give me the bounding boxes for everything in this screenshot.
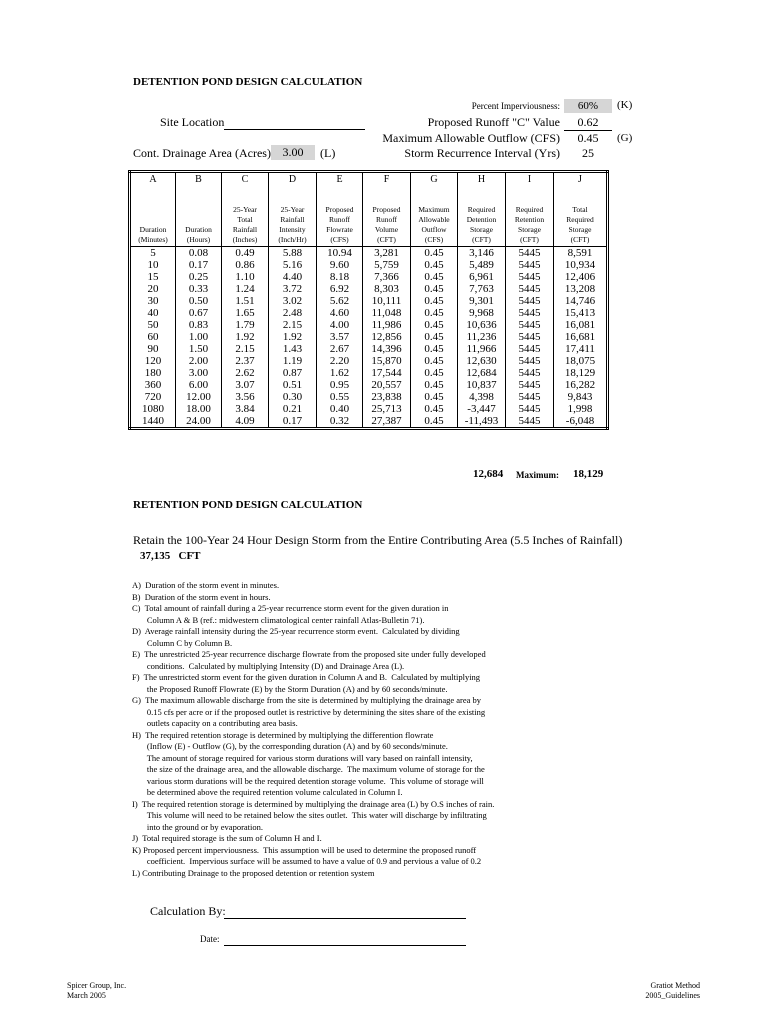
- table-cell: 120: [130, 355, 176, 367]
- table-cell: 4.40: [269, 271, 317, 283]
- table-cell: 5445: [506, 307, 554, 319]
- column-header-line: (CFS): [424, 235, 444, 244]
- table-cell: 0.17: [269, 415, 317, 429]
- column-header-line: (CFT): [520, 235, 539, 244]
- table-row: [130, 247, 608, 260]
- column-letter: B: [176, 172, 222, 188]
- drainage-area-value: 3.00: [271, 145, 315, 160]
- table-cell: 1.51: [222, 295, 269, 307]
- table-cell: 17,544: [363, 367, 411, 379]
- table-cell: 0.40: [317, 403, 363, 415]
- table-cell: 5445: [506, 271, 554, 283]
- note-line: Column C by Column B.: [132, 637, 233, 648]
- table-cell: -6,048: [554, 415, 608, 429]
- table-cell: 3.00: [176, 367, 222, 379]
- table-cell: 0.45: [411, 295, 458, 307]
- column-letter: E: [317, 172, 363, 188]
- table-cell: 0.95: [317, 379, 363, 391]
- column-header-line: (Minutes): [138, 235, 168, 244]
- column-header-line: Runoff: [375, 215, 398, 224]
- table-cell: 360: [130, 379, 176, 391]
- note-line: Column A & B (ref.: midwestern climatological center rainfall Atlas-Bulletin 71).: [132, 614, 425, 625]
- table-cell: 0.83: [176, 319, 222, 331]
- table-cell: 11,986: [363, 319, 411, 331]
- detention-data-table: [128, 170, 609, 430]
- table-cell: 0.45: [411, 319, 458, 331]
- column-header-line: Storage: [568, 225, 592, 234]
- column-header-line: Total: [237, 215, 253, 224]
- table-row: [130, 343, 608, 355]
- column-header-line: 25-Year: [233, 205, 257, 214]
- storm-interval-value: 25: [582, 146, 594, 160]
- table-row: [130, 271, 608, 283]
- column-header: [363, 187, 411, 247]
- table-cell: 1080: [130, 403, 176, 415]
- table-cell: 13,208: [554, 283, 608, 295]
- column-letter: I: [506, 172, 554, 188]
- table-cell: 3.57: [317, 331, 363, 343]
- table-cell: 2.00: [176, 355, 222, 367]
- column-header-line: Total: [572, 205, 588, 214]
- table-cell: 0.30: [269, 391, 317, 403]
- maximum-label: Maximum:: [516, 470, 559, 480]
- table-row: [130, 283, 608, 295]
- table-cell: 5445: [506, 367, 554, 379]
- table-cell: 0.21: [269, 403, 317, 415]
- retention-title: RETENTION POND DESIGN CALCULATION: [133, 499, 363, 511]
- table-cell: 24.00: [176, 415, 222, 429]
- table-cell: 9.60: [317, 259, 363, 271]
- column-header-line: (CFT): [472, 235, 491, 244]
- column-letters-row: [130, 172, 608, 188]
- table-cell: 6,961: [458, 271, 506, 283]
- column-header-line: Required: [467, 205, 496, 214]
- column-header-line: Storage: [470, 225, 493, 234]
- footer-method: Gratiot Method: [650, 981, 700, 990]
- table-cell: 18,075: [554, 355, 608, 367]
- table-cell: 27,387: [363, 415, 411, 429]
- table-cell: 5: [130, 247, 176, 260]
- note-line: D) Average rainfall intensity during the 25-year recurrence storm event. Calculated by dividing: [132, 626, 460, 636]
- column-header: [269, 187, 317, 247]
- table-cell: 0.45: [411, 259, 458, 271]
- table-cell: 18.00: [176, 403, 222, 415]
- table-cell: 12,684: [458, 367, 506, 379]
- table-cell: 10,934: [554, 259, 608, 271]
- max-outflow-tag: (G): [617, 132, 633, 144]
- table-cell: 5445: [506, 343, 554, 355]
- table-cell: 20,557: [363, 379, 411, 391]
- table-cell: 1.10: [222, 271, 269, 283]
- note-line: The amount of storage required for various storm durations will vary based on rainfall intensity,: [132, 752, 473, 763]
- table-cell: 20: [130, 283, 176, 295]
- table-cell: 2.67: [317, 343, 363, 355]
- table-cell: 11,048: [363, 307, 411, 319]
- table-cell: 5,489: [458, 259, 506, 271]
- table-cell: -11,493: [458, 415, 506, 429]
- detention-title: DETENTION POND DESIGN CALCULATION: [133, 76, 363, 88]
- footer-guidelines: 2005_Guidelines: [645, 991, 700, 1000]
- note-line: E) The unrestricted 25-year recurrence discharge flowrate from the proposed site under fully developed: [132, 649, 486, 659]
- column-header-line: Outflow: [421, 225, 447, 234]
- column-header-line: Flowrate: [326, 225, 353, 234]
- table-cell: 50: [130, 319, 176, 331]
- table-cell: 1.92: [222, 331, 269, 343]
- note-line: various storm durations will be the required detention storage volume. This volume of storage will: [132, 775, 484, 786]
- table-cell: 0.45: [411, 403, 458, 415]
- note-line: A) Duration of the storm event in minutes.: [132, 580, 280, 590]
- column-letter: H: [458, 172, 506, 188]
- table-cell: 5445: [506, 379, 554, 391]
- table-cell: 0.45: [411, 247, 458, 260]
- table-cell: 5,759: [363, 259, 411, 271]
- table-cell: 1.79: [222, 319, 269, 331]
- table-cell: 5445: [506, 331, 554, 343]
- table-cell: 6.00: [176, 379, 222, 391]
- table-cell: 9,843: [554, 391, 608, 403]
- column-header-line: (CFT): [570, 235, 590, 244]
- table-row: [130, 415, 608, 429]
- table-cell: 180: [130, 367, 176, 379]
- table-cell: 720: [130, 391, 176, 403]
- note-line: into the ground or by evaporation.: [132, 821, 264, 832]
- table-cell: 12.00: [176, 391, 222, 403]
- column-header-line: (Inch/Hr): [278, 235, 307, 244]
- table-cell: 2.48: [269, 307, 317, 319]
- site-location-label: Site Location: [160, 115, 225, 129]
- column-header-line: Duration: [185, 225, 212, 234]
- column-header-line: Storage: [518, 225, 541, 234]
- table-cell: 90: [130, 343, 176, 355]
- table-cell: 0.45: [411, 379, 458, 391]
- table-cell: 16,282: [554, 379, 608, 391]
- note-line: C) Total amount of rainfall during a 25-year recurrence storm event for the given duration in: [132, 603, 449, 613]
- note-line: K) Proposed percent imperviousness. This assumption will be used to determine the proposed runoff: [132, 844, 477, 855]
- table-cell: 1.62: [317, 367, 363, 379]
- table-cell: 15,413: [554, 307, 608, 319]
- table-row: [130, 379, 608, 391]
- note-line: L) Contributing Drainage to the proposed detention or retention system: [132, 867, 375, 878]
- drainage-area-label: Cont. Drainage Area (Acres): [133, 146, 271, 160]
- table-cell: 12,630: [458, 355, 506, 367]
- notes-block: [132, 580, 602, 879]
- max-outflow-value: 0.45: [577, 131, 599, 145]
- column-header-line: Duration: [139, 225, 167, 234]
- note-line: the Proposed Runoff Flowrate (E) by the Storm Duration (A) and by 60 seconds/minute.: [132, 683, 448, 694]
- table-cell: 5445: [506, 259, 554, 271]
- column-header: [458, 187, 506, 247]
- percent-imperviousness-label: Percent Imperviousness:: [471, 101, 560, 111]
- table-cell: 5445: [506, 403, 554, 415]
- table-cell: 11,966: [458, 343, 506, 355]
- note-line: the size of the drainage area, and the allowable discharge. The maximum volume of storage for the: [132, 764, 485, 774]
- column-header: [506, 187, 554, 247]
- percent-imperviousness-tag: (K): [617, 99, 633, 111]
- table-cell: 0.45: [411, 283, 458, 295]
- note-line: (Inflow (E) - Outflow (G), by the corresponding duration (A) and by 60 seconds/minute.: [132, 741, 448, 751]
- table-row: [130, 259, 608, 271]
- table-cell: 8,303: [363, 283, 411, 295]
- table-cell: 9,301: [458, 295, 506, 307]
- table-cell: 0.32: [317, 415, 363, 429]
- table-cell: 2.15: [222, 343, 269, 355]
- table-cell: 0.45: [411, 367, 458, 379]
- table-cell: 2.62: [222, 367, 269, 379]
- table-cell: 0.45: [411, 271, 458, 283]
- column-header-row: [130, 187, 608, 247]
- table-row: [130, 319, 608, 331]
- table-cell: 15,870: [363, 355, 411, 367]
- table-cell: 23,838: [363, 391, 411, 403]
- table-cell: 40: [130, 307, 176, 319]
- note-line: 0.15 cfs per acre or if the proposed outlet is restrictive by determining the sites share of the existing: [132, 706, 486, 717]
- table-cell: 0.25: [176, 271, 222, 283]
- column-letter: C: [222, 172, 269, 188]
- column-header-line: Proposed: [372, 205, 401, 214]
- column-header-line: Runoff: [328, 215, 351, 224]
- runoff-c-label: Proposed Runoff "C" Value: [427, 115, 560, 129]
- note-line: conditions. Calculated by multiplying Intensity (D) and Drainage Area (L).: [132, 660, 405, 671]
- calculation-by-line: [224, 918, 466, 919]
- table-cell: 6.92: [317, 283, 363, 295]
- percent-imperviousness-value: 60%: [564, 99, 612, 113]
- table-cell: 0.45: [411, 331, 458, 343]
- note-line: F) The unrestricted storm event for the given duration in Column A and B. Calculated by multiplying: [132, 672, 481, 682]
- table-row: [130, 295, 608, 307]
- note-line: J) Total required storage is the sum of Column H and I.: [132, 833, 322, 843]
- column-letter: F: [363, 172, 411, 188]
- calculation-by-label: Calculation By:: [150, 904, 226, 918]
- table-row: [130, 355, 608, 367]
- table-cell: 17,411: [554, 343, 608, 355]
- table-cell: 1.65: [222, 307, 269, 319]
- table-cell: 0.08: [176, 247, 222, 260]
- table-cell: 7,763: [458, 283, 506, 295]
- column-header: [176, 187, 222, 247]
- column-header-line: Detention: [466, 215, 497, 224]
- table-cell: 4.00: [317, 319, 363, 331]
- table-cell: 10,837: [458, 379, 506, 391]
- table-cell: 16,081: [554, 319, 608, 331]
- table-cell: 14,396: [363, 343, 411, 355]
- table-cell: 3.07: [222, 379, 269, 391]
- column-header-line: Maximum: [418, 205, 450, 214]
- table-cell: 10.94: [317, 247, 363, 260]
- maximum-value: 18,129: [573, 468, 604, 480]
- table-cell: 14,746: [554, 295, 608, 307]
- note-line: outlets capacity on a contributing area basis.: [132, 718, 298, 728]
- table-cell: 4,398: [458, 391, 506, 403]
- table-cell: 1.24: [222, 283, 269, 295]
- note-line: This volume will need to be retained below the sites outlet. This water will discharge by infiltrating: [132, 810, 487, 820]
- note-line: be determined above the required retention volume calculated in Column I.: [132, 787, 403, 797]
- note-line: B) Duration of the storm event in hours.: [132, 591, 271, 602]
- table-cell: 1.92: [269, 331, 317, 343]
- table-cell: 0.87: [269, 367, 317, 379]
- column-header-line: Volume: [374, 225, 399, 234]
- table-cell: 1.19: [269, 355, 317, 367]
- column-header-line: (CFT): [377, 235, 396, 244]
- table-cell: 0.45: [411, 355, 458, 367]
- table-cell: 5445: [506, 247, 554, 260]
- column-letter: D: [269, 172, 317, 188]
- retention-description: Retain the 100-Year 24 Hour Design Storm from the Entire Contributing Area (5.5 Inches of Rainfall): [133, 533, 623, 547]
- column-header: [317, 187, 363, 247]
- table-cell: 8,591: [554, 247, 608, 260]
- table-cell: 5445: [506, 391, 554, 403]
- table-cell: 0.45: [411, 391, 458, 403]
- table-cell: 1.00: [176, 331, 222, 343]
- table-cell: 5445: [506, 283, 554, 295]
- table-cell: 0.17: [176, 259, 222, 271]
- retention-volume: 37,135 CFT: [140, 550, 201, 562]
- table-cell: 0.50: [176, 295, 222, 307]
- column-header-line: (CFS): [330, 235, 349, 244]
- table-cell: 9,968: [458, 307, 506, 319]
- table-cell: 18,129: [554, 367, 608, 379]
- note-line: coefficient. Impervious surface will be assumed to have a value of 0.9 and pervious a value of 0.2: [132, 856, 482, 866]
- note-line: H) The required retention storage is determined by multiplying the differention flowrate: [132, 729, 434, 740]
- table-cell: 5445: [506, 295, 554, 307]
- column-header-line: (Hours): [186, 235, 211, 244]
- table-cell: 4.60: [317, 307, 363, 319]
- table-cell: 0.51: [269, 379, 317, 391]
- column-header-line: Rainfall: [280, 215, 305, 224]
- table-cell: 3.72: [269, 283, 317, 295]
- table-row: [130, 403, 608, 415]
- table-cell: 3.56: [222, 391, 269, 403]
- max-outflow-label: Maximum Allowable Outflow (CFS): [382, 131, 560, 145]
- column-header-line: Proposed: [325, 205, 354, 214]
- table-cell: 12,856: [363, 331, 411, 343]
- table-cell: 10,636: [458, 319, 506, 331]
- table-cell: 0.49: [222, 247, 269, 260]
- table-cell: 10,111: [363, 295, 411, 307]
- table-cell: -3,447: [458, 403, 506, 415]
- column-header-line: 25-Year: [280, 205, 305, 214]
- column-header-line: Rainfall: [232, 225, 258, 234]
- note-line: I) The required retention storage is determined by multiplying the drainage area (L) by O.S inches of rain.: [132, 798, 495, 809]
- table-cell: 5.62: [317, 295, 363, 307]
- table-cell: 10: [130, 259, 176, 271]
- storm-interval-label: Storm Recurrence Interval (Yrs): [404, 146, 560, 160]
- drainage-area-tag: (L): [320, 146, 336, 160]
- table-row: [130, 367, 608, 379]
- table-cell: 4.09: [222, 415, 269, 429]
- footer-company: Spicer Group, Inc.: [67, 981, 127, 990]
- table-cell: 0.55: [317, 391, 363, 403]
- table-cell: 30: [130, 295, 176, 307]
- table-cell: 5445: [506, 319, 554, 331]
- column-header-line: (Inches): [232, 235, 258, 244]
- column-header: [554, 187, 608, 247]
- column-header-line: Retention: [514, 215, 545, 224]
- table-cell: 0.45: [411, 343, 458, 355]
- table-cell: 5.16: [269, 259, 317, 271]
- column-header: [222, 187, 269, 247]
- table-row: [130, 391, 608, 403]
- date-label: Date:: [200, 934, 220, 944]
- column-header: [130, 187, 176, 247]
- table-cell: 3,146: [458, 247, 506, 260]
- table-cell: 8.18: [317, 271, 363, 283]
- table-cell: 1.43: [269, 343, 317, 355]
- column-letter: A: [130, 172, 176, 188]
- table-cell: 2.15: [269, 319, 317, 331]
- table-cell: 3.02: [269, 295, 317, 307]
- footer-date: March 2005: [67, 991, 106, 1000]
- table-row: [130, 307, 608, 319]
- table-cell: 1.50: [176, 343, 222, 355]
- table-cell: 5445: [506, 415, 554, 429]
- runoff-c-value: 0.62: [564, 115, 612, 131]
- table-cell: 2.20: [317, 355, 363, 367]
- table-cell: 15: [130, 271, 176, 283]
- table-cell: 0.45: [411, 307, 458, 319]
- table-cell: 5.88: [269, 247, 317, 260]
- table-cell: 0.86: [222, 259, 269, 271]
- column-header-line: Required: [566, 215, 594, 224]
- table-cell: 25,713: [363, 403, 411, 415]
- table-cell: 2.37: [222, 355, 269, 367]
- table-cell: 5445: [506, 355, 554, 367]
- table-cell: 0.33: [176, 283, 222, 295]
- table-cell: 11,236: [458, 331, 506, 343]
- column-header: [411, 187, 458, 247]
- table-cell: 16,681: [554, 331, 608, 343]
- table-cell: 7,366: [363, 271, 411, 283]
- date-line: [224, 945, 466, 946]
- column-letter: J: [554, 172, 608, 188]
- table-cell: 3.84: [222, 403, 269, 415]
- column-header-line: Allowable: [418, 215, 450, 224]
- column-letter: G: [411, 172, 458, 188]
- table-cell: 1,998: [554, 403, 608, 415]
- table-cell: 3,281: [363, 247, 411, 260]
- note-line: G) The maximum allowable discharge from the site is determined by multiplying the drainage area by: [132, 695, 482, 705]
- table-cell: 12,406: [554, 271, 608, 283]
- table-cell: 0.67: [176, 307, 222, 319]
- site-location-line: [224, 129, 365, 130]
- detention-max-value: 12,684: [473, 468, 504, 480]
- column-header-line: Intensity: [279, 225, 306, 234]
- table-row: [130, 331, 608, 343]
- table-cell: 1440: [130, 415, 176, 429]
- table-cell: 60: [130, 331, 176, 343]
- table-cell: 0.45: [411, 415, 458, 429]
- column-header-line: Required: [515, 205, 544, 214]
